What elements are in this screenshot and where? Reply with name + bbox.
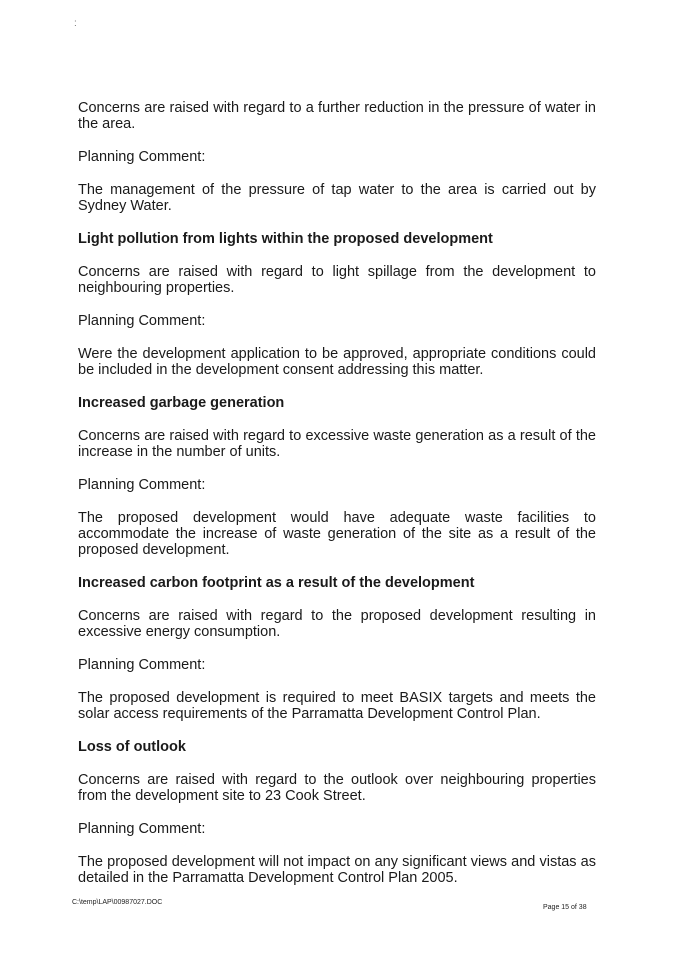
section-heading: Increased garbage generation <box>78 395 285 411</box>
paragraph: The management of the pressure of tap water to the area is carried out by Sydney Water. <box>78 182 596 214</box>
section-heading: Increased carbon footprint as a result of the development <box>78 575 475 591</box>
paragraph: Concerns are raised with regard to the outlook over neighbouring properties from the development site to 23 Cook Street. <box>78 772 596 804</box>
footer-file-path: C:\temp\LAP\00987027.DOC <box>72 899 163 906</box>
document-body <box>78 100 596 903</box>
planning-comment-label: Planning Comment: <box>78 477 206 493</box>
paragraph: The proposed development is required to meet BASIX targets and meets the solar access requirements of the Parramatta Development Control Plan. <box>78 690 596 722</box>
planning-comment-label: Planning Comment: <box>78 657 206 673</box>
planning-comment-label: Planning Comment: <box>78 149 206 165</box>
footer-page-number: Page 15 of 38 <box>543 904 587 911</box>
planning-comment-label: Planning Comment: <box>78 821 206 837</box>
paragraph: Concerns are raised with regard to light spillage from the development to neighbouring properties. <box>78 264 596 296</box>
paragraph: Concerns are raised with regard to excessive waste generation as a result of the increase in the number of units. <box>78 428 596 460</box>
paragraph: The proposed development will not impact on any significant views and vistas as detailed in the Parramatta Development Control Plan 2005. <box>78 854 596 886</box>
section-heading: Loss of outlook <box>78 739 186 755</box>
paragraph: Were the development application to be approved, appropriate conditions could be included in the development consent addressing this matter. <box>78 346 596 378</box>
corner-mark: : <box>74 18 77 29</box>
section-heading: Light pollution from lights within the proposed development <box>78 231 493 247</box>
paragraph: Concerns are raised with regard to the proposed development resulting in excessive energy consumption. <box>78 608 596 640</box>
paragraph: Concerns are raised with regard to a further reduction in the pressure of water in the area. <box>78 100 596 132</box>
planning-comment-label: Planning Comment: <box>78 313 206 329</box>
paragraph: The proposed development would have adequate waste facilities to accommodate the increase of waste generation of the site as a result of the proposed development. <box>78 510 596 558</box>
